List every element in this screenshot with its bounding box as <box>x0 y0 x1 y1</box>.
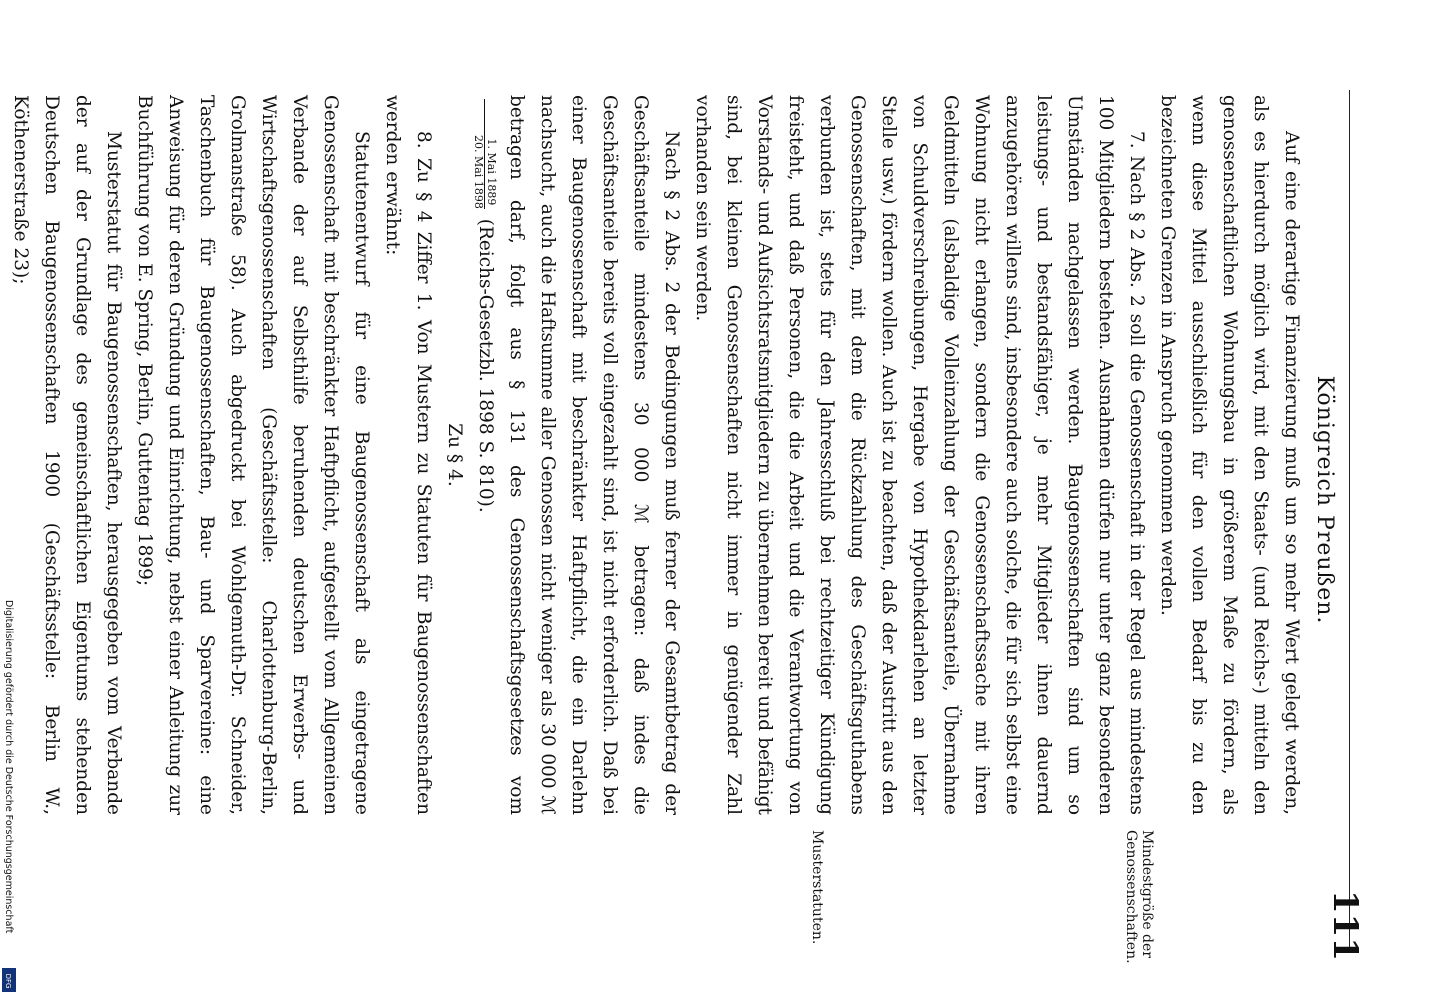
law-date-reference <box>473 99 498 209</box>
page-title: Königreich Preußen. <box>1312 375 1337 625</box>
section-heading: Zu § 4. <box>444 423 465 487</box>
header-rule <box>1349 90 1350 950</box>
digitization-strip <box>2 600 16 995</box>
margin-note-mindestgroesse: Mindestgröße der Genossenschaften. <box>1123 830 1155 964</box>
paragraph-share-capital <box>470 95 687 815</box>
law-date-top: 1. Mai 1889 <box>485 99 498 209</box>
paragraph-musterstatut-1: Musterstatut für Baugenossenschaften, herausgegeben vom Verbande der auf der Grundlage des gemeinschaftlichen Eigentums stehenden Deutschen Baugenossenschaften 1900 (Geschäftsstelle: Berlin W., Köthenerstraße 23); <box>10 95 124 815</box>
margin-note-musterstatuten: Musterstatuten. <box>809 830 825 945</box>
paragraph-statute-draft: Statutenentwurf für eine Baugenossenschaft als eingetragene Genossenschaft mit beschränkter Haftpflicht, aufgestellt vom Allgemeinen Verbande der auf Selbsthilfe beruhenden deutschen Erwerbs- und Wirtschaftsgenossenschaften (Geschäftsstelle: Charlottenburg-Berlin, Grolmanstraße 58). Auch abgedruckt bei Wohlgemuth-Dr. Schneider, Taschenbuch für Baugenossenschaften, Bau- und Sparvereine: eine Anweisung für deren Gründung und Einrichtung, nebst einer Anleitung zur Buchführung von E. Spring, Berlin, Guttentag 1899; <box>134 95 372 815</box>
paragraph-member-count: 7. Nach § 2 Abs. 2 soll die Genossenschaft in der Regel aus mindestens 100 Mitgliedern bestehen. Ausnahmen dürfen nur unter ganz besonderen Umständen nachgelassen werden. Baugenossenschaften sind um so leistungs- und bestandsfähiger, je mehr Mitglieder ihnen dauernd anzugehören willens sind, insbesondere auch solche, die für sich selbst eine Wohnung nicht erlangen, sondern die Genossenschaftssache mit ihren Geldmitteln (alsbaldige Volleinzahlung der Geschäftsanteile, Übernahme von Schuldverschreibungen, Hergabe von Hypothekdarlehen an letzter Stelle usw.) fördern wollen. Auch ist zu beachten, daß der Austritt aus den Genossenschaften, mit dem die Rückzahlung des Geschäftsguthabens verbunden ist, stets für den Jahresschluß bei rechtzeitiger Kündigung freisteht, und daß Personen, die die Arbeit und die Verantwortung von Vorstands- und Aufsichtsratsmitgliedern zu übernehmen bereit und befähigt sind, bei kleinen Genossenschaften nicht immer in genügender Zahl vorhanden sein werden. <box>692 95 1147 815</box>
body-text <box>0 95 1307 815</box>
share-capital-citation: (Reichs-Gesetzbl. 1898 S. 810). <box>475 218 496 513</box>
dfg-logo <box>2 968 16 992</box>
law-date-bottom: 20. Mai 1898 <box>472 135 486 209</box>
dfg-logo-text: DFG <box>4 973 12 989</box>
digitization-note: Digitalisierung gefördert durch die Deutsche Forschungsgemeinschaft <box>3 600 14 934</box>
paragraph-statute-models: 8. Zu § 4 Ziffer 1. Von Mustern zu Statuten für Baugenossenschaften werden erwähnt: <box>382 95 434 815</box>
share-capital-text: Nach § 2 Abs. 2 der Bedingungen muß ferner der Gesamtbetrag der Geschäftsanteile mindestens 30 000 ℳ betragen: daß indes die Geschäftsanteile bereits voll eingezahlt sind, ist nicht erforderlich. Daß bei einer Baugenossenschaft mit beschränkter Haftpflicht, die ein Darlehn nachsucht, auch die Haftsumme aller Genossen nicht weniger als 30 000 ℳ betragen darf, folgt aus § 131 des Genossenschaftsgesetzes vom <box>506 95 682 815</box>
paragraph-financing: Auf eine derartige Finanzierung muß um so mehr Wert gelegt werden, als es hierdurch möglich wird, mit den Staats- (und Reichs-) mitteln den genossenschaftlichen Wohnungsbau in größerem Maße zu fördern, als wenn diese Mittel ausschließlich für den vollen Bedarf bis zu den bezeichneten Grenzen in Anspruch genommen werden. <box>1157 95 1302 815</box>
page-number: 111 <box>1325 890 1365 961</box>
